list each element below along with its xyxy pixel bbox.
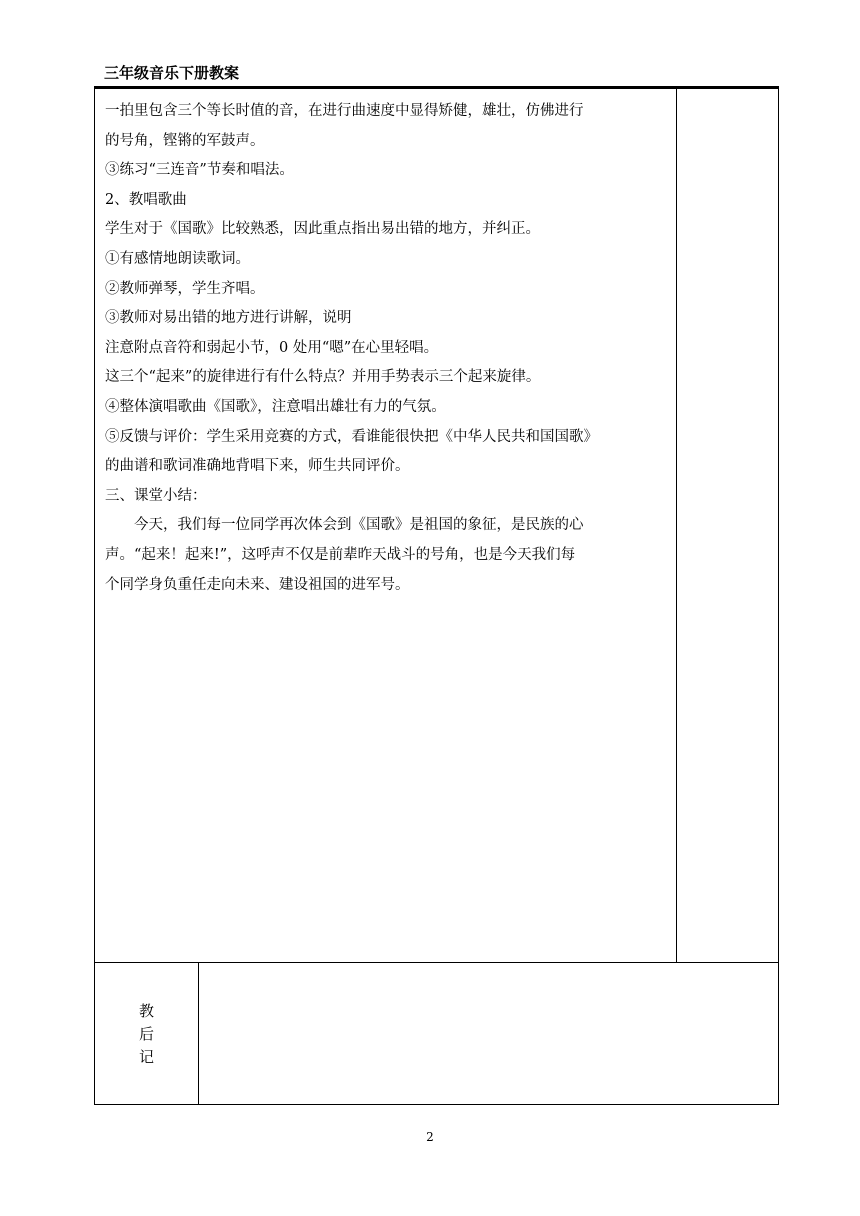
content-line: 2、教唱歌曲 [105, 191, 187, 208]
content-line: 的曲谱和歌词准确地背唱下来，师生共同评价。 [105, 458, 410, 475]
label-char: 后 [138, 1024, 154, 1043]
content-line: 一拍里包含三个等长时值的音，在进行曲速度中显得矫健，雄壮，仿佛进行 [105, 103, 584, 119]
content-line: 学生对于《国歌》比较熟悉，因此重点指出易出错的地方，并纠正。 [105, 221, 540, 238]
content-line: 声。“起来！起来!”，这呼声不仅是前辈昨天战斗的号角，也是今天我们每 [105, 546, 576, 563]
content-line: ③练习“三连音”节奏和唱法。 [105, 162, 294, 179]
document-header-title: 三年级音乐下册教案 [104, 64, 240, 82]
content-line: ②教师弹琴，学生齐唱。 [105, 280, 265, 297]
content-line: ⑤反馈与评价：学生采用竞赛的方式，看谁能很快把《中华人民共和国国歌》 [105, 428, 598, 445]
label-char: 记 [138, 1047, 154, 1066]
lesson-plan-table [94, 86, 779, 1105]
content-line: ③教师对易出错的地方进行讲解，说明 [105, 310, 352, 327]
content-line: 的号角，铿锵的军鼓声。 [105, 132, 265, 149]
post-lesson-notes-label [95, 963, 198, 1105]
right-column-divider [676, 87, 677, 963]
label-column-divider [198, 963, 199, 1105]
lesson-content-cell [105, 97, 670, 600]
page-number: 2 [426, 1130, 434, 1144]
content-line: 注意附点音符和弱起小节，0 处用“嗯”在心里轻唱。 [105, 339, 439, 356]
content-line: 这三个“起来”的旋律进行有什么特点？并用手势表示三个起来旋律。 [105, 369, 541, 386]
label-char: 教 [138, 1001, 154, 1020]
content-line: 今天，我们每一位同学再次体会到《国歌》是祖国的象征，是民族的心 [134, 517, 584, 534]
content-line: ①有感情地朗读歌词。 [105, 250, 250, 267]
content-line: ④整体演唱歌曲《国歌》，注意唱出雄壮有力的气氛。 [105, 398, 446, 415]
content-line: 个同学身负重任走向未来、建设祖国的进军号。 [105, 576, 410, 593]
content-line: 三、课堂小结： [105, 487, 207, 504]
